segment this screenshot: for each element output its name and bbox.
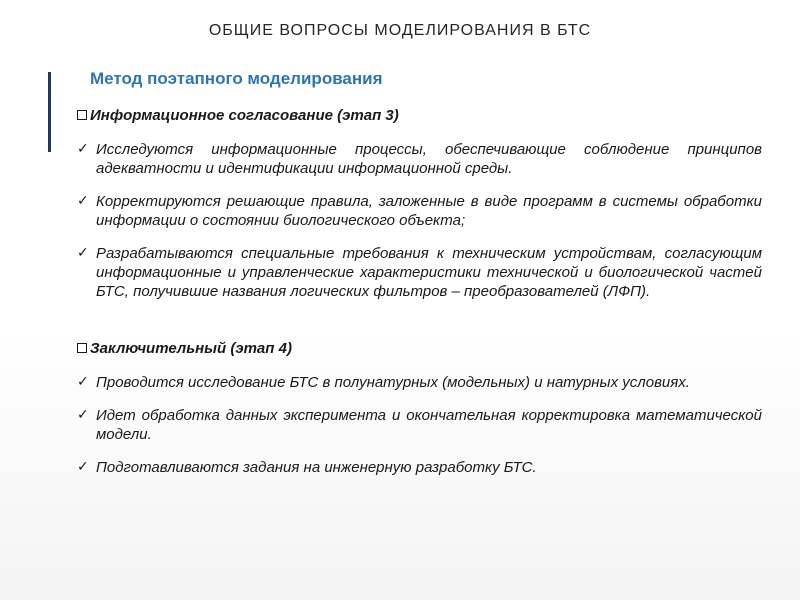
- list-item: [77, 244, 762, 301]
- list-item: [77, 140, 762, 178]
- checkmark-icon: ✓: [77, 407, 89, 423]
- list-item-text: Подготавливаются задания на инженерную разработку БТС.: [96, 459, 537, 476]
- checkmark-icon: ✓: [77, 193, 89, 209]
- subheading: Метод поэтапного моделирования: [90, 69, 383, 88]
- list-item-text: Идет обработка данных эксперимента и окончательная корректировка математической модели.: [96, 407, 762, 443]
- section-heading-stage-3: [77, 106, 762, 126]
- list-item-text: Разрабатываются специальные требования к техническим устройствам, согласующим информационные и управленческие характеристики технической и биологической частей БТС, получившие названия логических фильтров – преобразователей (ЛФП).: [96, 245, 762, 300]
- slide-content: [77, 68, 762, 491]
- list-item: [77, 458, 762, 477]
- list-item-text: Исследуются информационные процессы, обеспечивающие соблюдение принципов адекватности и идентификации информационной среды.: [96, 141, 762, 177]
- list-item: [77, 406, 762, 444]
- list-item: [77, 373, 762, 392]
- list-item-text: Корректируются решающие правила, заложенные в виде программ в системы обработки информации о состоянии биологического объекта;: [96, 193, 762, 229]
- section-heading-label: Информационное согласование (этап 3): [90, 107, 399, 124]
- square-bullet-icon: [77, 343, 87, 353]
- list-item-text: Проводится исследование БТС в полунатурных (модельных) и натурных условиях.: [96, 374, 690, 391]
- list-item: [77, 192, 762, 230]
- checkmark-icon: ✓: [77, 374, 89, 390]
- checkmark-icon: ✓: [77, 141, 89, 157]
- slide-title: ОБЩИЕ ВОПРОСЫ МОДЕЛИРОВАНИЯ В БТС: [208, 22, 592, 39]
- checkmark-icon: ✓: [77, 459, 89, 475]
- section-heading-stage-4: [77, 339, 762, 359]
- accent-bar: [48, 72, 51, 152]
- section-heading-label: Заключительный (этап 4): [90, 340, 292, 357]
- square-bullet-icon: [77, 110, 87, 120]
- checkmark-icon: ✓: [77, 245, 89, 261]
